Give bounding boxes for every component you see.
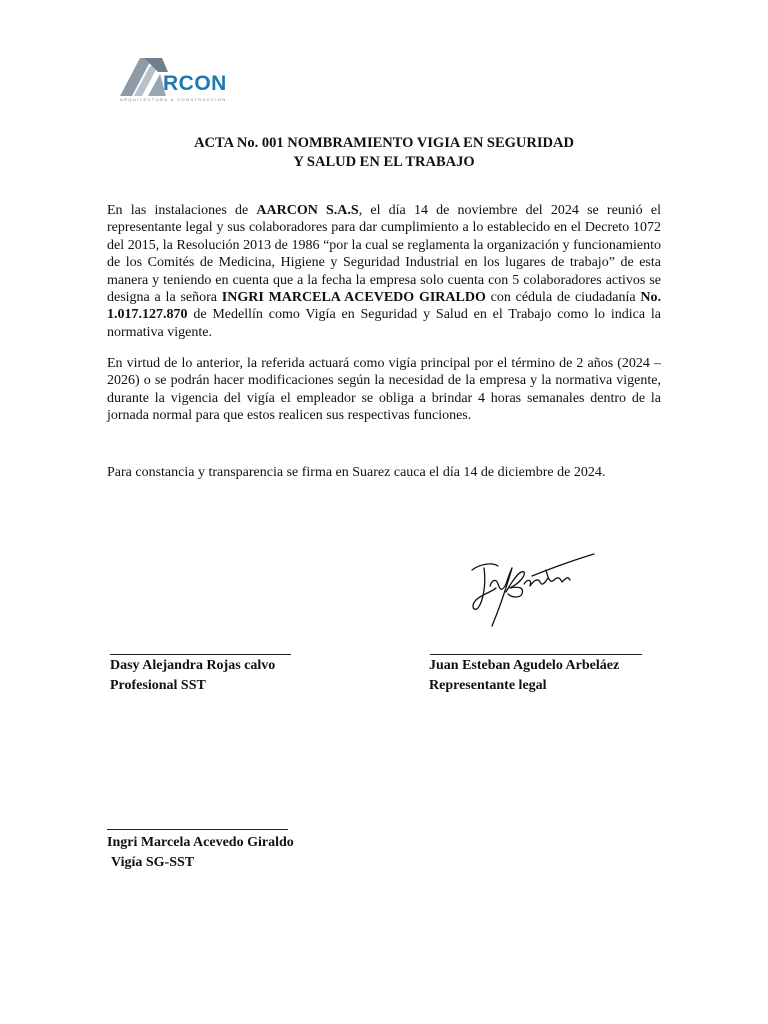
text-run: de Medellín como Vigía en Seguridad y Salud en el Trabajo como lo indica la normativa vigente. bbox=[107, 307, 661, 340]
signer-role: Vigía SG-SST bbox=[111, 855, 195, 870]
signer-name: Dasy Alejandra Rojas calvo bbox=[110, 658, 276, 673]
text-run: , el día 14 de noviembre del 2024 se reunió el representante legal y sus colaboradores para dar cumplimiento a lo establecido en el Decreto 1072 del 2015, la Resolución 2013 de 1986 “por la cual se reglamenta la organización y funcionamiento de los Comités de Medicina, Higiene y Seguridad Industrial en los lugares de trabajo” de esta manera y teniendo en cuenta que a la fecha la empresa solo cuenta con 5 colaboradores activos se designa a la señora bbox=[107, 203, 661, 306]
logo-wordmark: RCON bbox=[163, 72, 227, 95]
text-run: En las instalaciones de bbox=[107, 203, 257, 218]
company-logo bbox=[118, 54, 248, 108]
text-run: con cédula de ciudadanía bbox=[485, 290, 641, 306]
document-title-line-2: Y SALUD EN EL TRABAJO bbox=[293, 154, 475, 170]
id-number: No. 1.017.127.870 bbox=[107, 290, 662, 323]
signature-line bbox=[430, 654, 642, 655]
signer-name: Juan Esteban Agudelo Arbeláez bbox=[429, 658, 620, 673]
appointee-name: INGRI MARCELA ACEVEDO GIRALDO bbox=[221, 290, 486, 306]
paragraph-introduction bbox=[107, 202, 661, 341]
paragraph-term: En virtud de lo anterior, la referida actuará como vigía principal por el término de 2 años (2024 – 2026) o se podrán hacer modificaciones según la necesidad de la empresa y la normativa vigente, durante la vigencia del vigía el empleador se obliga a brindar 4 horas semanales dentro de la jornada normal para que estos realicen sus respectivas funciones. bbox=[107, 356, 661, 424]
signature-line bbox=[110, 654, 291, 655]
company-name: AARCON S.A.S bbox=[256, 203, 359, 218]
signer-role: Representante legal bbox=[429, 678, 547, 693]
signer-role: Profesional SST bbox=[110, 678, 206, 693]
signer-name: Ingri Marcela Acevedo Giraldo bbox=[107, 835, 294, 850]
signature-line bbox=[107, 829, 288, 830]
document-title-line-1: ACTA No. 001 NOMBRAMIENTO VIGIA EN SEGURIDAD bbox=[194, 135, 574, 151]
logo-tagline: ARQUITECTURA & CONSTRUCCION bbox=[120, 97, 227, 102]
handwritten-signature bbox=[462, 548, 597, 632]
paragraph-closing: Para constancia y transparencia se firma en Suarez cauca el día 14 de diciembre de 2024. bbox=[107, 465, 606, 480]
